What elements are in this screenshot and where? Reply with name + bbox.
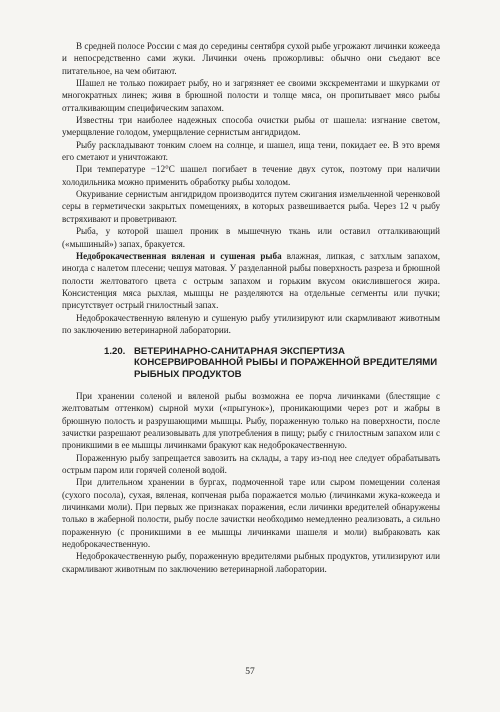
section-number: 1.20. [104,346,126,358]
paragraph: Известны три наиболее надежных способа очистки рыбы от шашела: изгнание светом, умерщвление голодом, умерщвление сернистым ангидридом. [62,115,440,138]
paragraph: Пораженную рыбу запрещается завозить на склады, а тару из-под нее следует обрабатывать острым паром или горячей соленой водой. [62,452,440,475]
paragraph: Окуривание сернистым ангидридом производится путем сжигания измельченной черенковой серы в герметически закрытых помещениях, в которых развешивается рыба. Через 12 ч рыбу встряхивают и проветривают. [62,189,440,224]
paragraph: Шашел не только пожирает рыбу, но и загрязняет ее своими экскрементами и шкурками от многократных линек; живя в брюшной полости и толще мяса, он пропитывает мясо рыбы отталкивающим специфическим запахом. [62,78,440,113]
bold-term: Недоброкачественная вяленая и сушеная рыба [76,250,282,261]
section-heading [62,346,440,380]
paragraph: Недоброкачественную вяленую и сушеную рыбу утилизируют или скармливают животным по заключению ветеринарной лаборатории. [62,312,440,335]
paragraph: Рыбу раскладывают тонким слоем на солнце, и шашел, ища тени, покидает ее. В это время его сметают и уничтожают. [62,139,440,163]
paragraph: При температуре −12°С шашел погибает в течение двух суток, поэтому при наличии холодильника можно применить обработку рыбы холодом. [62,164,440,187]
paragraph: В средней полосе России с мая до середины сентября сухой рыбе угрожают личинки кожееда и непосредственно сами жуки. Личинки очень прожорливы: обычно они съедают все питательное, на чем обитают. [62,41,440,76]
section-title: ВЕТЕРИНАРНО-САНИТАРНАЯ ЭКСПЕРТИЗА КОНСЕРВИРОВАННОЙ РЫБЫ И ПОРАЖЕННОЙ ВРЕДИТЕЛЯМИ РЫБНЫХ ПРОДУКТОВ [134,346,438,380]
page-content [62,40,440,575]
paragraph-text: влажная, липкая, с затхлым запахом, иногда с налетом плесени; чешуя матовая. У разделанной рыбы поверхность разреза и брюшной полости желтоватого цвета с острым запахом и горьким вкусом окислившегося жира. Консистенция мяса рыхлая, мышцы не разделяются на отдельные сегменты или пучки; присутствует острый гнилостный запах. [62,250,440,311]
page-number: 57 [245,667,255,677]
paragraph: При длительном хранении в бургах, подмоченной таре или сыром помещении соленая (сухого посола), сухая, вяленая, копченая рыба поражается молью (личинками жука-кожееда и личинками моли). При первых же признаках поражения, если личинки вредителей обнаружены только в жаберной полости, рыбу после зачистки необходимо немедленно реализовать, а сильно пораженную (с проникшими в ее мышцы личинками шашеля и моли) выбраковать как недоброкачественную. [62,477,440,549]
paragraph: Рыба, у которой шашел проник в мышечную ткань или оставил отталкивающий («мышиный») запах, бракуется. [62,226,440,249]
paragraph: Недоброкачественную рыбу, пораженную вредителями рыбных продуктов, утилизируют или скармливают животным по заключению ветеринарной лаборатории. [62,551,440,574]
paragraph: При хранении соленой и вяленой рыбы возможна ее порча личинками (блестящие с желтоватым оттенком) сырной мухи («прыгунок»), проникающими через рот и жабры в брюшную полость и разрушающими мышцы. Рыбу, пораженную только на поверхности, после зачистки разрешают реализовывать для употребления в пищу; рыбу с гнилостным запахом или с проникшими в ее мышцы личинками бракуют как недоброкачественную. [62,390,440,451]
paragraph-bold-lead [62,250,440,312]
